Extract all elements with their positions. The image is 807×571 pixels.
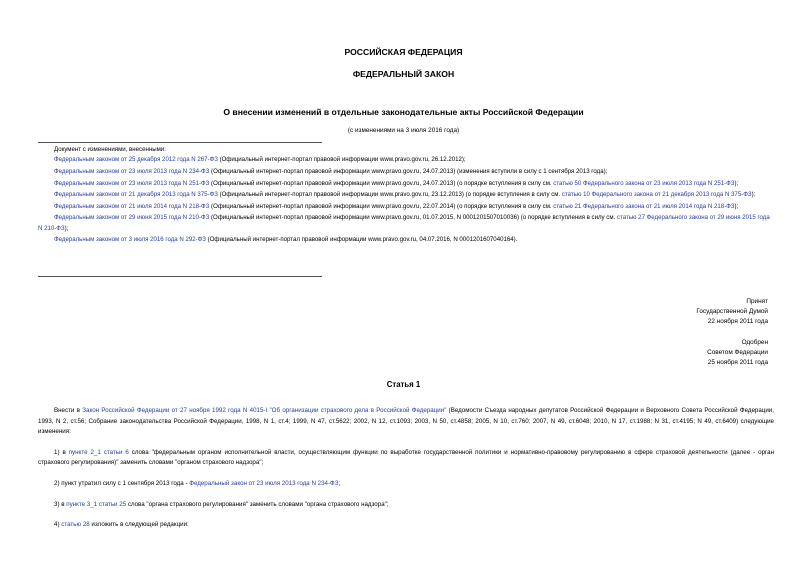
article-paragraph: Внести в Закон Российской Федерации от 27 ноября 1992 года N 4015-I "Об организации страхового дела в Российской Федерации" (Ведомости Съезда народных депутатов Российской Федерации и Верховного Совета Российской Федерации, 1993, N 2, ст.56; Собрание законодательства Российской Федерации, 1998, N 1, ст.4; 1999, N 47, ст.5622; 2002, N 12, ст.1093; 2003, N 50, ст.4858; 2005, N 10, ст.760; 2007, N 49, ст.6048; 2010, N 17, ст.1988; N 31, ст.4195; N 49, ст.6409) следующие изменения: [38, 407, 774, 436]
amendment-item: Федеральным законом от 3 июля 2016 года N 292-ФЗ (Официальный интернет-портал правовой информации www.pravo.gov.ru, 04.07.2016, N 0001201607040164). [54, 236, 518, 244]
amendment-item: Федеральным законом от 21 декабря 2013 года N 375-ФЗ (Официальный интернет-портал правовой информации www.pravo.gov.ru, 23.12.2013) (о порядке вступления в силу см. статью 10 Федерального закона от 21 декабря 2013 года N 375-ФЗ); [54, 191, 756, 199]
article-reference-link[interactable]: пункте 3_1 статьи 25 [66, 500, 127, 508]
divider-bottom [38, 276, 322, 277]
divider-top [38, 142, 322, 143]
amendment-item: Федеральным законом от 23 июля 2013 года N 251-ФЗ (Официальный интернет-портал правовой информации www.pravo.gov.ru, 24.07.2013) (о порядке вступления в силу см. статью 50 Федерального закона от 23 июля 2013 года N 251-ФЗ); [54, 179, 739, 187]
law-reference-link[interactable]: Федеральный закон от 23 июля 2013 года N 234-ФЗ [189, 479, 339, 487]
article-paragraph: 1) в пункте 2_1 статьи 6 слова "федеральным органом исполнительной власти, осуществляющим функции по выработке государственной политики и нормативно-правовому регулированию в сфере страховой деятельности (далее - орган страхового регулирования)" заменить словами "органом страхового надзора"; [38, 448, 774, 467]
article-reference-link[interactable]: статью 28 [61, 521, 90, 529]
adopted-body: Государственной Думой [696, 308, 768, 315]
amendment-entry-into-force-link[interactable]: статью 27 Федерального закона от 29 июня 2015 года N 210-ФЗ [38, 214, 770, 232]
article-paragraph: 3) в пункте 3_1 статьи 25 слова "органа страхового регулирования" заменить словами "органа страхового надзора"; [54, 500, 389, 508]
approved-block [707, 338, 768, 368]
article-body [38, 406, 774, 541]
article-paragraph: 2) пункт утратил силу с 1 сентября 2013 года - Федеральный закон от 23 июля 2013 года N 234-ФЗ; [54, 479, 341, 487]
amendments-list [38, 145, 774, 247]
approved-label: Одобрен [741, 339, 768, 346]
amendment-link[interactable]: Федеральным законом от 25 декабря 2012 года N 267-ФЗ [54, 156, 218, 164]
law-subtitle: (с изменениями на 3 июля 2016 года) [347, 127, 460, 134]
adopted-block [696, 297, 768, 327]
amendment-entry-into-force-link[interactable]: статью 50 Федерального закона от 23 июля 2013 года N 251-ФЗ [553, 179, 735, 187]
adopted-label: Принят [746, 298, 768, 305]
approved-date: 25 ноября 2011 года [707, 359, 768, 366]
amendment-link[interactable]: Федеральным законом от 21 декабря 2013 года N 375-ФЗ [54, 191, 218, 199]
country-heading: РОССИЙСКАЯ ФЕДЕРАЦИЯ [344, 47, 463, 57]
amendment-item: Федеральным законом от 25 декабря 2012 года N 267-ФЗ (Официальный интернет-портал правовой информации www.pravo.gov.ru, 26.12.2012); [54, 156, 466, 164]
article-reference-link[interactable]: пункте 2_1 статьи 6 [68, 448, 129, 456]
amendment-link[interactable]: Федеральным законом от 29 июня 2015 года N 210-ФЗ [54, 214, 210, 222]
amendment-link[interactable]: Федеральным законом от 23 июля 2013 года N 251-ФЗ [54, 179, 210, 187]
doc-type-heading: ФЕДЕРАЛЬНЫЙ ЗАКОН [352, 69, 455, 79]
amendment-item: Федеральным законом от 21 июля 2014 года N 218-ФЗ (Официальный интернет-портал правовой информации www.pravo.gov.ru, 22.07.2014) (о порядке вступления в силу см. статью 21 Федерального закона от 21 июля 2014 года N 218-ФЗ); [54, 202, 739, 210]
amendment-link[interactable]: Федеральным законом от 3 июля 2016 года N 292-ФЗ [54, 236, 206, 244]
law-reference-link[interactable]: Закон Российской Федерации от 27 ноября 1992 года N 4015-I "Об организации страхового дела в Российской Федерации" [82, 407, 447, 414]
law-title: О внесении изменений в отдельные законодательные акты Российской Федерации [223, 107, 584, 117]
article-heading: Статья 1 [386, 380, 421, 389]
amendment-entry-into-force-link[interactable]: статью 10 Федерального закона от 21 декабря 2013 года N 375-ФЗ [561, 191, 752, 199]
adopted-date: 22 ноября 2011 года [707, 318, 768, 325]
amendment-item: Федеральным законом от 23 июля 2013 года N 234-ФЗ (Официальный интернет-портал правовой информации www.pravo.gov.ru, 24.07.2013) (изменения вступили в силу с 1 сентября 2013 года); [54, 168, 608, 175]
article-paragraph: 4) статью 28 изложить в следующей редакции: [54, 521, 189, 529]
amendment-entry-into-force-link[interactable]: статью 21 Федерального закона от 21 июля 2014 года N 218-ФЗ [553, 202, 735, 210]
amendments-intro: Документ с изменениями, внесенными: [54, 146, 166, 153]
amendment-item: Федеральным законом от 29 июня 2015 года N 210-ФЗ (Официальный интернет-портал правовой информации www.pravo.gov.ru, 01.07.2015, N 0001201507010036) (о порядке вступления в силу см. статью 27 Федерального закона от 29 июня 2015 года N 210-ФЗ); [38, 214, 770, 232]
amendment-link[interactable]: Федеральным законом от 23 июля 2013 года N 234-ФЗ [54, 168, 210, 175]
amendment-link[interactable]: Федеральным законом от 21 июля 2014 года N 218-ФЗ [54, 202, 210, 210]
approved-body: Советом Федерации [707, 349, 768, 356]
